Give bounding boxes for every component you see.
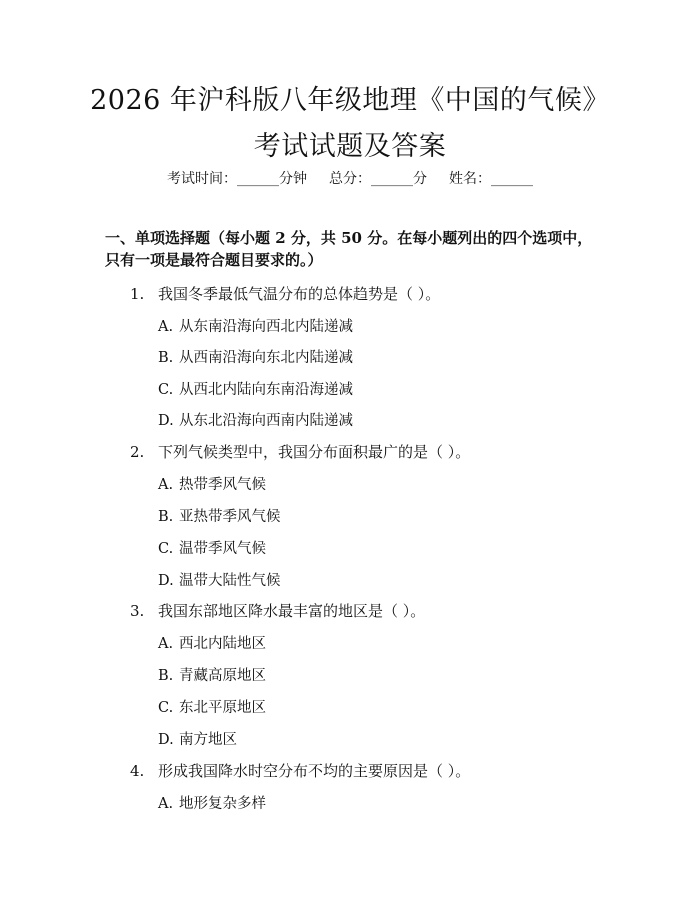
option-letter: A. xyxy=(158,636,174,652)
option-text: 温带季风气候 xyxy=(179,541,266,557)
question-number: 3. xyxy=(130,602,145,620)
option-text: 东北平原地区 xyxy=(179,700,266,716)
option-letter: B. xyxy=(158,350,174,366)
question-text: 我国东部地区降水最丰富的地区是（ ）。 xyxy=(158,602,426,620)
option-letter: B. xyxy=(158,509,174,525)
option-1a xyxy=(158,315,353,336)
option-letter: C. xyxy=(158,700,174,716)
option-letter: D. xyxy=(158,413,174,429)
option-text: 热带季风气候 xyxy=(179,477,266,493)
question-2 xyxy=(130,441,470,462)
student-name-field: 姓名：______ xyxy=(449,171,533,187)
option-letter: D. xyxy=(158,573,174,589)
option-1c xyxy=(158,378,353,399)
option-text: 亚热带季风气候 xyxy=(179,509,281,525)
option-text: 从西南沿海向东北内陆递减 xyxy=(179,350,353,366)
question-text: 我国冬季最低气温分布的总体趋势是（ ）。 xyxy=(158,285,441,303)
option-letter: D. xyxy=(158,732,174,748)
option-1b xyxy=(158,346,353,367)
option-letter: C. xyxy=(158,541,174,557)
option-text: 温带大陆性气候 xyxy=(179,573,281,589)
option-4a xyxy=(158,792,266,813)
question-text: 下列气候类型中，我国分布面积最广的是（ ）。 xyxy=(158,443,471,461)
option-text: 西北内陆地区 xyxy=(179,636,266,652)
option-text: 从东北沿海向西南内陆递减 xyxy=(179,413,353,429)
exam-info-line xyxy=(0,168,700,188)
section-heading: 一、单项选择题（每小题 2 分，共 50 分。在每小题列出的四个选项中，只有一项是最符合题目要求的。） xyxy=(105,229,593,269)
question-3 xyxy=(130,600,425,621)
option-text: 青藏高原地区 xyxy=(179,668,266,684)
option-letter: A. xyxy=(158,477,174,493)
exam-time-field: 考试时间：______分钟 xyxy=(167,171,307,187)
page-title: 2026 年沪科版八年级地理《中国的气候》考试试题及答案 xyxy=(90,85,610,162)
option-2d xyxy=(158,569,281,590)
option-3a xyxy=(158,632,266,653)
option-3d xyxy=(158,728,237,749)
question-number: 1. xyxy=(130,285,145,303)
option-text: 从东南沿海向西北内陆递减 xyxy=(179,319,353,335)
option-3b xyxy=(158,664,266,685)
option-text: 地形复杂多样 xyxy=(179,796,266,812)
option-text: 从西北内陆向东南沿海递减 xyxy=(179,382,353,398)
option-text: 南方地区 xyxy=(179,732,237,748)
question-number: 4. xyxy=(130,762,145,780)
option-letter: B. xyxy=(158,668,174,684)
question-text: 形成我国降水时空分布不均的主要原因是（ ）。 xyxy=(158,762,471,780)
question-4 xyxy=(130,760,470,781)
option-letter: A. xyxy=(158,796,174,812)
option-letter: A. xyxy=(158,319,174,335)
question-number: 2. xyxy=(130,443,145,461)
option-letter: C. xyxy=(158,382,174,398)
option-1d xyxy=(158,409,353,430)
option-2b xyxy=(158,505,281,526)
total-score-field: 总分：______分 xyxy=(329,171,427,187)
question-1 xyxy=(130,283,440,304)
option-3c xyxy=(158,696,266,717)
option-2c xyxy=(158,537,266,558)
option-2a xyxy=(158,473,266,494)
